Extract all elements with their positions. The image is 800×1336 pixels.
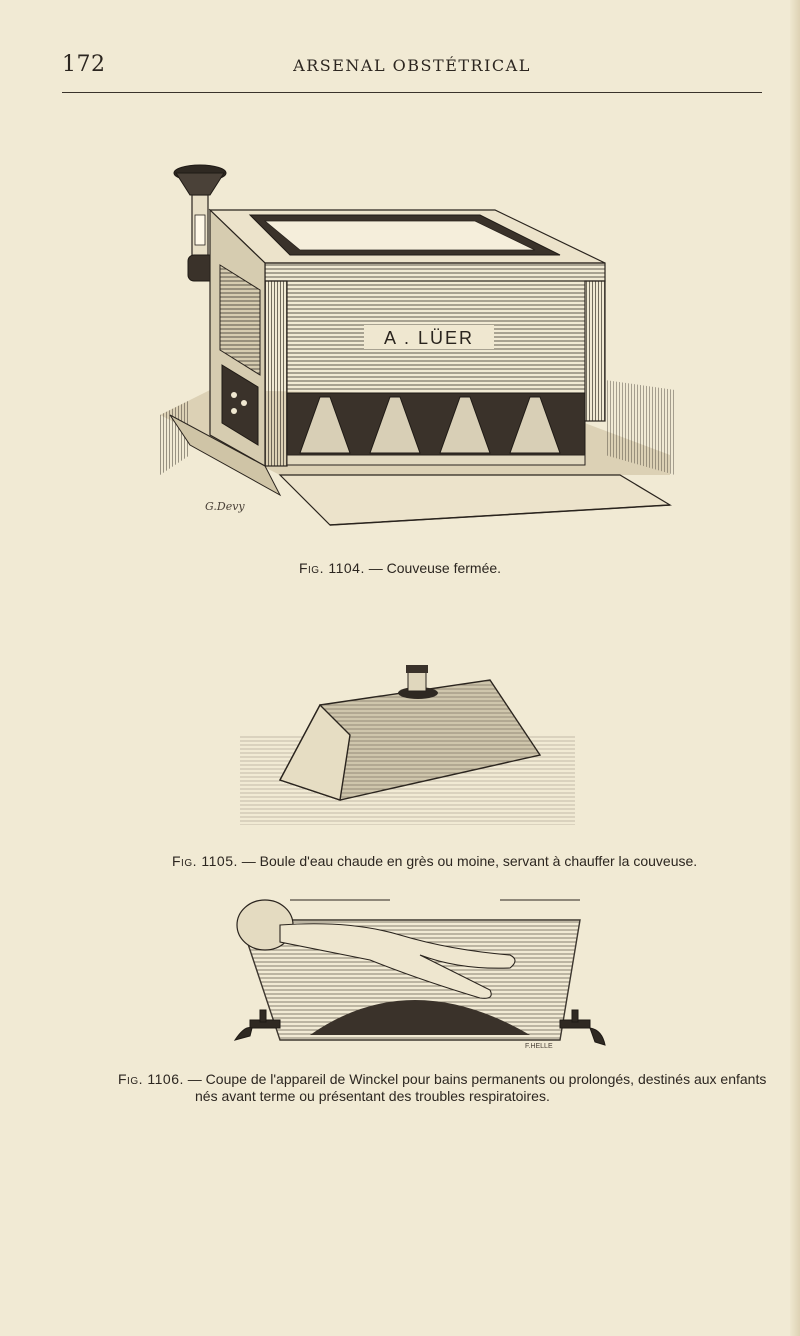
page-number: 172 [62,52,106,77]
page-header [62,52,762,86]
header-rule [62,92,762,93]
figure-1104-caption: Fig. 1104. — Couveuse fermée. [298,560,502,576]
incubator-illustration [150,155,680,540]
hot-water-bottle-illustration [240,655,575,830]
running-title: ARSENAL OBSTÉTRICAL [293,56,531,75]
bath-apparatus-illustration [220,880,610,1055]
page-edge [790,0,800,1336]
figure-1106-caption-line-2: nés avant terme ou présentant des troubles respiratoires. [195,1088,550,1104]
engraver-signature: F.HELLE [525,1043,553,1050]
engraved-maker-name: A . LÜER [383,328,475,348]
figure-1105-caption: Fig. 1105. — Boule d'eau chaude en grès ou moine, servant à chauffer la couveuse. [172,853,698,869]
engraver-signature: G.Devy [205,500,245,513]
figure-1106-caption-line-1: Fig. 1106. — Coupe de l'appareil de Winckel pour bains permanents ou prolongés, destinés aux enfants [118,1071,767,1087]
